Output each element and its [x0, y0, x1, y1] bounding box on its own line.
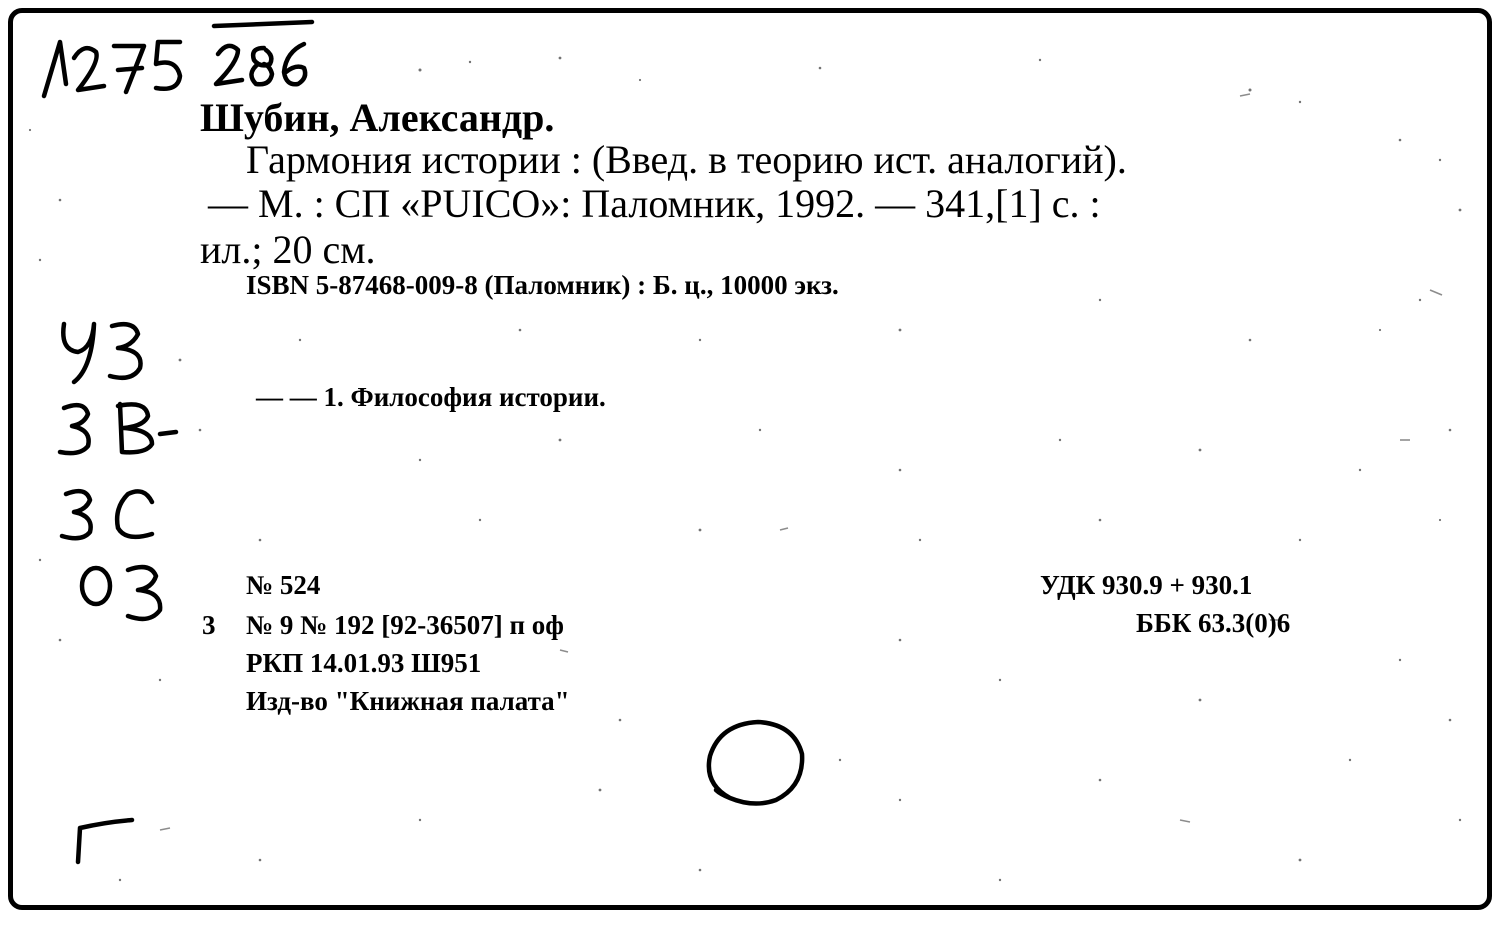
rkp-line: РКП 14.01.93 Ш951 [246, 648, 482, 678]
copy-count: 3 [202, 610, 216, 640]
publication-line: — М. : СП «PUICO»: Паломник, 1992. — 341,[1] с. : [208, 181, 1101, 226]
isbn-line: ISBN 5-87468-009-8 (Паломник) : Б. ц., 10000 экз. [246, 270, 839, 300]
udk-classification: УДК 930.9 + 930.1 [1040, 570, 1253, 600]
author-heading: Шубин, Александр. [200, 95, 555, 140]
title-line: Гармония истории : (Введ. в теорию ист. аналогий). [246, 137, 1127, 182]
record-number: № 524 [246, 570, 321, 600]
bbk-classification: ББК 63.3(0)6 [1136, 608, 1291, 638]
physical-description-line: ил.; 20 см. [200, 227, 376, 272]
numbers-line: № 9 № 192 [92-36507] п оф [246, 610, 564, 640]
subject-line: — — 1. Философия истории. [256, 382, 606, 412]
publisher-line: Изд-во "Книжная палата" [246, 686, 570, 716]
